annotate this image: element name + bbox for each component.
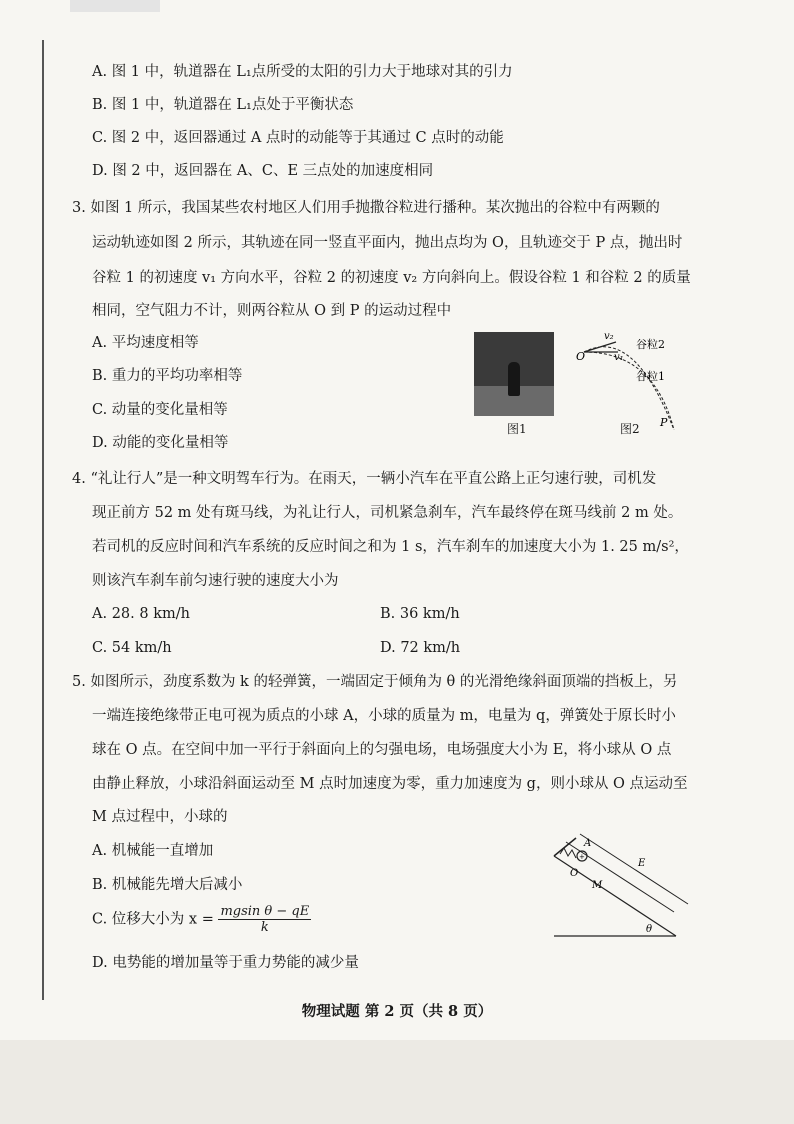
q5-stem-line: 由静止释放，小球沿斜面运动至 M 点时加速度为零，重力加速度为 g，则小球从 O 点运动至 xyxy=(92,776,688,792)
origin-label: O xyxy=(576,350,586,363)
page-footer: 物理试题 第 2 页（共 8 页） xyxy=(301,1003,493,1020)
q3-stem-line: 运动轨迹如图 2 所示，其轨迹在同一竖直平面内，抛出点均为 O，且轨迹交于 P 点，抛出时 xyxy=(92,235,683,251)
scan-bottom-area xyxy=(0,1040,794,1124)
ball-label: A xyxy=(584,838,592,849)
scan-artifact xyxy=(70,0,160,12)
angle-label: θ xyxy=(646,924,653,935)
fraction-denominator: k xyxy=(260,920,269,935)
q3-figure1-caption: 图1 xyxy=(507,422,527,436)
positive-sign: + xyxy=(579,853,585,861)
q5-option-c xyxy=(92,904,311,935)
q5-stem-line: 5. 如图所示，劲度系数为 k 的轻弹簧，一端固定于倾角为 θ 的光滑绝缘斜面顶端的挡板上，另 xyxy=(72,674,678,690)
q5-option-b: B. 机械能先增大后减小 xyxy=(92,877,243,893)
q3-option-a: A. 平均速度相等 xyxy=(92,335,199,351)
q4-stem-line: 若司机的反应时间和汽车系统的反应时间之和为 1 s，汽车刹车的加速度大小为 1. 25 m/s²， xyxy=(92,539,689,555)
q5-option-a: A. 机械能一直增加 xyxy=(92,843,214,859)
q5-option-d: D. 电势能的增加量等于重力势能的减少量 xyxy=(92,955,359,971)
v2-arrow xyxy=(584,342,616,352)
v1-label: v₁ xyxy=(614,352,624,363)
q4-option-b: B. 36 km/h xyxy=(380,606,460,622)
q4-stem-line: 现正前方 52 m 处有斑马线，为礼让行人，司机紧急刹车，汽车最终停在斑马线前 2 m 处。 xyxy=(92,505,683,521)
q4-option-c: C. 54 km/h xyxy=(92,640,172,656)
q5-option-c-fraction xyxy=(218,904,311,935)
q3-option-c: C. 动量的变化量相等 xyxy=(92,402,228,418)
point-m-label: M xyxy=(592,880,603,891)
fraction-numerator: mgsin θ − qE xyxy=(220,904,310,919)
field-line xyxy=(566,842,674,912)
grain2-label: 谷粒2 xyxy=(636,338,665,351)
q5-incline-diagram xyxy=(550,832,690,940)
q4-option-a: A. 28. 8 km/h xyxy=(92,606,190,622)
margin-line xyxy=(42,40,44,1000)
q3-figure2-caption: 图2 xyxy=(620,422,640,436)
q2-option-a: A. 图 1 中，轨道器在 L₁点所受的太阳的引力大于地球对其的引力 xyxy=(92,64,513,80)
q4-stem-line: 则该汽车刹车前匀速行驶的速度大小为 xyxy=(92,573,339,589)
spring xyxy=(560,848,576,858)
q5-stem-line: 一端连接绝缘带正电可视为质点的小球 A，小球的质量为 m，电量为 q，弹簧处于原长时小 xyxy=(92,708,676,724)
q3-figure2-diagram xyxy=(574,326,682,430)
q2-option-c: C. 图 2 中，返回器通过 A 点时的动能等于其通过 C 点时的动能 xyxy=(92,130,504,146)
q5-stem-line: 球在 O 点。在空间中加一平行于斜面向上的匀强电场，电场强度大小为 E，将小球从 O 点 xyxy=(92,742,672,758)
grain1-label: 谷粒1 xyxy=(636,370,665,383)
q3-stem-line: 相同，空气阻力不计，则两谷粒从 O 到 P 的运动过程中 xyxy=(92,303,452,319)
q5-option-c-prefix: C. 位移大小为 x = xyxy=(92,911,214,928)
q4-stem-line: 4. “礼让行人”是一种文明驾车行为。在雨天，一辆小汽车在平直公路上正匀速行驶，司机发 xyxy=(72,471,657,487)
q3-option-b: B. 重力的平均功率相等 xyxy=(92,368,243,384)
q5-stem-line: M 点过程中，小球的 xyxy=(92,809,228,825)
point-p-label: P xyxy=(660,416,668,429)
q3-stem-line: 3. 如图 1 所示，我国某些农村地区人们用手抛撒谷粒进行播种。某次抛出的谷粒中有两颗的 xyxy=(72,200,660,216)
q3-figure1-photo xyxy=(474,332,554,416)
q2-option-b: B. 图 1 中，轨道器在 L₁点处于平衡状态 xyxy=(92,97,354,113)
field-label: E xyxy=(638,858,646,869)
q3-option-d: D. 动能的变化量相等 xyxy=(92,435,229,451)
field-line xyxy=(580,834,688,904)
baffle xyxy=(554,838,576,856)
q3-stem-line: 谷粒 1 的初速度 v₁ 方向水平，谷粒 2 的初速度 v₂ 方向斜向上。假设谷粒 1 和谷粒 2 的质量 xyxy=(92,270,691,286)
point-o-label: O xyxy=(570,868,579,879)
q2-option-d: D. 图 2 中，返回器在 A、C、E 三点处的加速度相同 xyxy=(92,163,434,179)
q4-option-d: D. 72 km/h xyxy=(380,640,461,656)
v2-label: v₂ xyxy=(604,331,614,342)
photo-person xyxy=(508,362,520,396)
